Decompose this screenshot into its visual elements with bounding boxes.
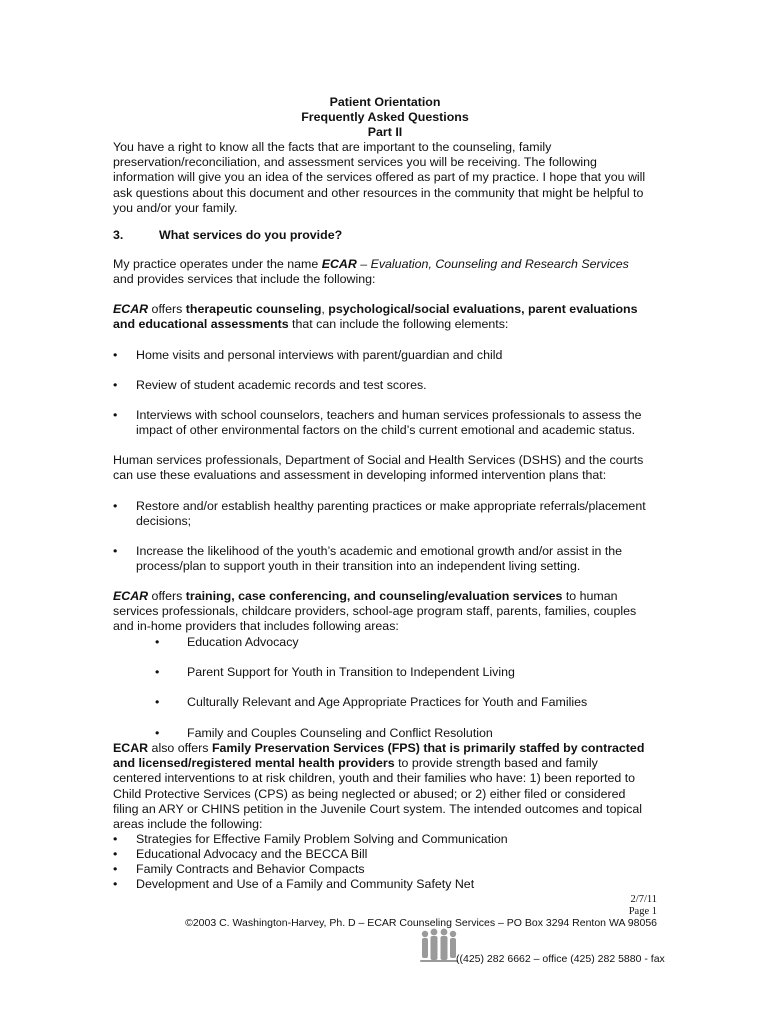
bullet-icon: • — [155, 635, 160, 649]
ecar-name: ECAR — [113, 302, 149, 316]
bullet-icon: • — [113, 348, 118, 362]
ecar-offers-paragraph: ECAR offers therapeutic counseling, psychological/social evaluations, parent evaluations and educational assessments that can include the following elements: — [113, 302, 638, 332]
bullet-icon: • — [113, 408, 118, 422]
intro-line: ask questions about this document and other resources in the community that might be helpful to — [113, 185, 644, 200]
bullet-icon: • — [155, 665, 160, 679]
intro-line: You have a right to know all the facts that are important to the counseling, family — [113, 140, 552, 154]
ecar-training-paragraph: ECAR offers training, case conferencing, and counseling/evaluation services to human services professionals, childcare providers, school-age program staff, parents, families, couples and in-home providers that includes following areas: — [113, 589, 637, 634]
footer-phone: ((425) 282 6662 – office (425) 282 5880 - fax — [456, 953, 665, 965]
ecar-full-name: Evaluation, Counseling and Research Services — [370, 257, 629, 271]
question-number: 3. — [113, 228, 124, 242]
doc-title: Patient Orientation — [329, 95, 441, 109]
human-services-paragraph: Human services professionals, Department of Social and Health Services (DSHS) and the courts can use these evaluations and assessment in developing informed intervention plans that: — [113, 453, 644, 483]
fps-paragraph: ECAR also offers Family Preservation Services (FPS) that is primarily staffed by contracted and licensed/registered mental health providers to provide strength based and family centered interventions to at risk children, youth and their families who have: 1) been reported to Child Protective Services (CPS) as being neglected or abused; or 2) either filed or considered filing an ARY or CHINS petition in the Juvenile Court system. The intended outcomes and topical areas include the following: — [113, 741, 645, 832]
bullet-icon: • — [113, 378, 118, 392]
ecar-name: ECAR — [113, 741, 149, 755]
footer-date: 2/7/11 — [630, 894, 657, 905]
footer-copyright: ©2003 C. Washington-Harvey, Ph. D – ECAR Counseling Services – PO Box 3294 Renton WA 98056 — [185, 917, 657, 929]
bullet-icon: • — [113, 499, 118, 513]
intro-paragraph — [113, 140, 673, 216]
intro-line: preservation/reconciliation, and assessment services you will be receiving. The following — [113, 155, 597, 170]
practice-paragraph — [113, 257, 673, 287]
bullet-icon: • — [155, 726, 160, 740]
ecar-name: ECAR — [113, 589, 149, 603]
doc-subtitle: Frequently Asked Questions — [301, 110, 469, 124]
ecar-name: ECAR — [321, 257, 357, 271]
bullet-icon: • — [155, 695, 160, 709]
intro-line: information will give you an idea of the services offered as part of my practice. I hope that you will — [113, 170, 646, 185]
bullet-icon: • — [113, 862, 118, 876]
bullet-icon: • — [113, 847, 118, 861]
family-logo-icon — [418, 926, 460, 966]
document-page: Patient Orientation Frequently Asked Questions Part II You have a right to know all the facts that are important to the counseling, family preservation/reconciliation, and assessment services you will be receiving. The following information will give you an idea of the services offered as part of my practice. I hope that you will ask questions about this document and other resources in the community that might be helpful to you and/or your family. 3. What services do you provide? My practice operates under the name ECAR – Evaluation, Counseling and Research Services and provides services that include the following: ECAR offers therapeutic counseling, psychological/social evaluations, parent evaluations and educational assessments that can include the following elements: • Home visits and personal interviews with parent/guardian and child • Review of student academic records and test scores. • Interviews with school counselors, teachers and human services professionals to assess the impact of other environmental factors on the child’s current emotional and academic status. Human services professionals, Department of Social and Health Services (DSHS) and the courts can use these evaluations and assessment in developing informed intervention plans that: • Restore and/or establish healthy parenting practices or make appropriate referrals/placement decisions; • Increase the likelihood of the youth’s academic and emotional growth and/or assist in the process/plan to support youth in their transition into an independent living setting. ECAR offers training, case conferencing, and counseling/evaluation services to human services professionals, childcare providers, school-age program staff, parents, families, couples and in-home providers that includes following areas: • Education Advocacy • Parent Support for Youth in Transition to Independent Living • Culturally Relevant and Age Appropriate Practices for Youth and Families • Family and Couples Counseling and Conflict Resolution ECAR also offers Family Preservation Services (FPS) that is primarily staffed by contracted and licensed/registered mental health providers to provide strength based and family centered interventions to at risk children, youth and their families who have: 1) been reported to Child Protective Services (CPS) as being neglected or abused; or 2) either filed or considered filing an ARY or CHINS petition in the Juvenile Court system. The intended outcomes and topical areas include the following: • Strategies for Effective Family Problem Solving and Communication • Educational Advocacy and the BECCA Bill • Family Contracts and Behavior Compacts • Development and Use of a Family and Community Safety Net 2/7/11 Page 1 ©2003 C. Washington-Harvey, Ph. D – ECAR Counseling Services – PO Box 3294 Renton WA 98056 ((425) 282 6662 – office (425) 282 5880 - fax — [0, 0, 770, 1024]
practice-line-1: My practice operates under the name ECAR – Evaluation, Counseling and Research Services — [113, 257, 629, 271]
intro-line: you and/or your family. — [113, 200, 238, 215]
bullet-icon: • — [113, 832, 118, 846]
practice-line-2: and provides services that include the following: — [113, 272, 376, 287]
doc-part: Part II — [367, 125, 403, 139]
bullet-icon: • — [113, 544, 118, 558]
footer-page-number: Page 1 — [628, 906, 657, 917]
bullet-icon: • — [113, 877, 118, 891]
question-heading: What services do you provide? — [159, 228, 343, 242]
